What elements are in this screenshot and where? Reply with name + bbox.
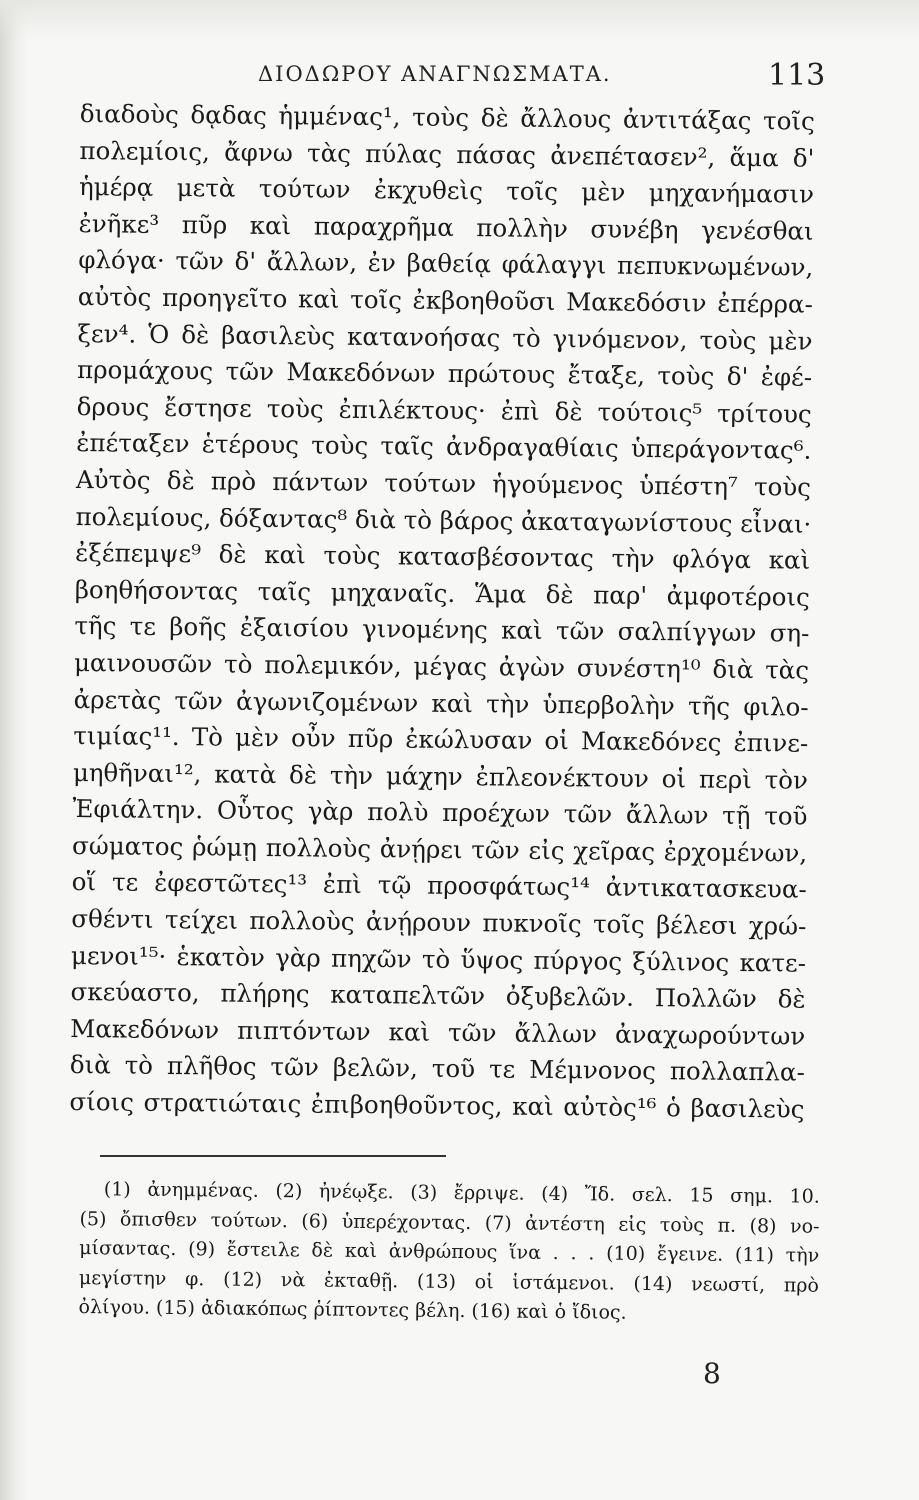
footnote-line: (1) ἀνημμένας. (2) ἠνέῳξε. (3) ἔρριψε. (4) Ἴδ. σελ. 15 σημ. 10. [103, 1178, 820, 1208]
footnote-line: μίσαντας. (9) ἔστειλε δὲ καὶ ἀνθρώπους ἵνα . . . (10) ἔγεινε. (11) τὴν [79, 1236, 820, 1267]
text-line: σίοις στρατιώταις ἐπιβοηθοῦντος, καὶ αὐτὸς¹⁶ ὁ βασιλεὺς [69, 1086, 805, 1124]
text-line: διὰ τὸ πλῆθος τῶν βελῶν, τοῦ τε Μέμνονος πολλαπλα- [69, 1050, 805, 1088]
text-line: τιμίας¹¹. Τὸ μὲν οὖν πῦρ ἐκώλυσαν οἱ Μακεδόνες ἐπινε- [73, 721, 809, 758]
text-line: Ἐφιάλτην. Οὗτος γὰρ πολὺ προέχων τῶν ἄλλων τῇ τοῦ [72, 794, 808, 831]
text-line: πολεμίοις, ἄφνω τὰς πύλας πάσας ἀνεπέτασεν², ἅμα δ' [79, 135, 815, 173]
running-head: ΔΙΟΔΩΡΟΥ ΑΝΑΓΝΩΣΜΑΤΑ. [258, 62, 612, 86]
text-line: βοηθήσοντας ταῖς μηχαναῖς. Ἅμα δὲ παρ' ἀμφοτέροις [74, 574, 810, 612]
text-line: ἀρετὰς τῶν ἀγωνιζομένων καὶ τὴν ὑπερβολὴν τῆς φιλο- [73, 684, 809, 722]
text-line: πολεμίους, δόξαντας⁸ διὰ τὸ βάρος ἀκαταγωνίστους εἶναι· [75, 501, 812, 539]
text-line: ἐπέταξεν ἑτέρους τοὺς ταῖς ἀνδραγαθίαις ὑπεράγοντας⁶. [76, 428, 812, 466]
text-line: ξεν⁴. Ὁ δὲ βασιλεὺς κατανοήσας τὸ γινόμενον, τοὺς μὲν [77, 318, 813, 356]
text-line: σθέντι τείχει πολλοὺς ἀνῄρουν πυκνοῖς τοῖς βέλεσι χρώ- [71, 904, 807, 941]
text-line: σώματος ῥώμῃ πολλοὺς ἀνῄρει τῶν εἰς χεῖρας ἐρχομένων, [72, 830, 808, 868]
text-line: σκεύαστο, πλήρης καταπελτῶν ὀξυβελῶν. Πολλῶν δὲ [70, 977, 806, 1014]
text-line: Μακεδόνων πιπτόντων καὶ τῶν ἄλλων ἀναχωρούντων [70, 1013, 806, 1051]
text-line: μαινουσῶν τὸ πολεμικόν, μέγας ἀγὼν συνέστη¹⁰ διὰ τὰς [73, 647, 810, 685]
text-line: τῆς τε βοῆς ἐξαισίου γινομένης καὶ τῶν σαλπίγγων ση- [74, 611, 810, 648]
text-line: ἐνῆκε³ πῦρ καὶ παραχρῆμα πολλὴν συνέβη γενέσθαι [78, 208, 814, 246]
text-line: ἡμέρᾳ μετὰ τούτων ἐκχυθεὶς τοῖς μὲν μηχανήμασιν [78, 172, 815, 209]
page-number: 113 [768, 58, 826, 93]
footnote-divider [100, 1155, 446, 1157]
printer-signature-mark: 8 [703, 1357, 721, 1390]
text-line: μηθῆναι¹², κατὰ δὲ τὴν μάχην ἐπλεονέκτουν οἱ περὶ τὸν [72, 757, 809, 795]
page-edge-shadow [0, 0, 28, 1500]
text-line: προμάχους τῶν Μακεδόνων πρώτους ἔταξε, τοὺς δ' ἐφέ- [76, 355, 813, 392]
main-text-block [69, 96, 815, 1128]
text-line: δρους ἔστησε τοὺς ἐπιλέκτους· ἐπὶ δὲ τούτοις⁵ τρίτους [76, 391, 812, 429]
footnote-line: ὀλίγου. (15) ἀδιακόπως ῥίπτοντες βέλη. (16) καὶ ὁ ἴδιος. [78, 1295, 627, 1324]
text-line: μενοι¹⁵· ἑκατὸν γὰρ πηχῶν τὸ ὕψος πύργος ξύλινος κατε- [70, 940, 807, 978]
text-line: Αὐτὸς δὲ πρὸ πάντων τούτων ἡγούμενος ὑπέστη⁷ τοὺς [75, 464, 812, 502]
page-top-shadow [0, 0, 919, 40]
footnote-line: (5) ὄπισθεν τούτων. (6) ὑπερέχοντας. (7) ἀντέστη εἰς τοὺς π. (8) νο- [79, 1207, 820, 1238]
footnotes-block [78, 1175, 820, 1330]
text-line: οἵ τε ἐφεστῶτες¹³ ἐπὶ τῷ προσφάτως¹⁴ ἀντικατασκευα- [71, 867, 807, 905]
text-line: ἐξέπεμψε⁹ δὲ καὶ τοὺς κατασβέσοντας τὴν φλόγα καὶ [75, 538, 811, 575]
text-line: διαδοὺς δᾳδας ἡμμένας¹, τοὺς δὲ ἄλλους ἀντιτάξας τοῖς [79, 98, 815, 136]
text-line: φλόγα· τῶν δ' ἄλλων, ἐν βαθείᾳ φάλαγγι πεπυκνωμένων, [78, 245, 814, 283]
footnote-line: μεγίστην φ. (12) νὰ ἐκταθῇ. (13) οἱ ἱστάμενοι. (14) νεωστί, πρὸ [78, 1266, 820, 1297]
text-line: αὐτὸς προηγεῖτο καὶ τοῖς ἐκβοηθοῦσι Μακεδόσιν ἐπέρρα- [77, 281, 814, 319]
